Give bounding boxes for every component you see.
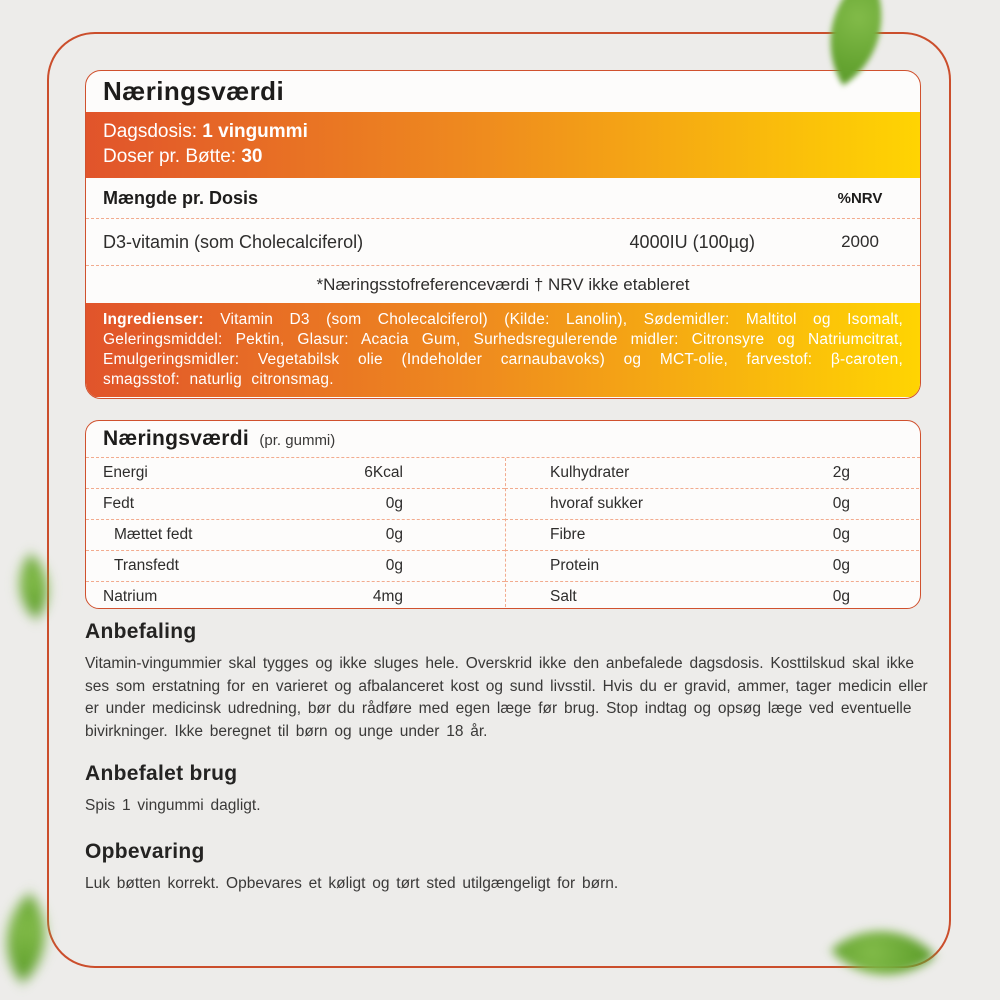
ingredients-block <box>86 303 920 397</box>
nutrition-value: 0g <box>385 526 403 543</box>
section-anbefaling <box>85 620 941 743</box>
ingredients-text: Vitamin D3 (som Cholecalciferol) (Kilde: Lanolin), Sødemidler: Maltitol og Isomalt, Geleringsmiddel: Pektin, Glasur: Acacia Gum, Surhedsregulerende midler: Citronsyre og Natriumcitrat, Emulgeringsmidler: Vegetabilsk olie (Indeholder carnaubavoks) og MCT-olie, farvestof: β-caroten, smagsstof: naturlig citronsmag. <box>103 311 903 388</box>
nutrition-label: Energi <box>103 464 148 481</box>
nutrition-label: Fibre <box>550 526 586 543</box>
nutrition-value: 0g <box>832 526 850 543</box>
nutrition-row <box>505 551 919 581</box>
nutrient-amount: 4000IU (100µg) <box>629 231 755 252</box>
nutrition-row <box>86 551 505 581</box>
section-body: Luk bøtten korrekt. Opbevares et køligt og tørt sted utilgængeligt for børn. <box>85 875 619 892</box>
nutrition-row <box>505 520 919 550</box>
nutrition-label: Fedt <box>103 495 135 512</box>
nutrition-label: hvoraf sukker <box>550 495 644 512</box>
nutrient-nrv-value: 2000 <box>841 232 879 251</box>
nutrition-table-right-column <box>505 458 919 609</box>
section-body: Vitamin-vingummier skal tygges og ikke sluges hele. Overskrid ikke den anbefalede dagsdosis. Kosttilskud skal ikke ses som erstatning for en varieret og afbalanceret kost og sund livsstil. Hvis du er gravid, ammer, tager medicin eller er under medicinsk udredning, bør du rådføre med egen læge før brug. Stop indtag og opsøg læge ved eventuelle bivirkninger. Ikke beregnet til børn og unge under 18 år. <box>85 655 928 740</box>
nutrition-row <box>505 582 919 609</box>
amounts-header-row <box>86 178 920 218</box>
nutrition-row <box>86 458 505 488</box>
section-body: Spis 1 vingummi dagligt. <box>85 797 261 814</box>
nutrition-label: Kulhydrater <box>550 464 630 481</box>
nutrition-value: 0g <box>832 588 850 605</box>
section-heading: Opbevaring <box>85 840 205 863</box>
dose-line-1-label: Dagsdosis: <box>103 121 197 142</box>
facts-panel-title: Næringsværdi <box>103 427 249 450</box>
nutrition-facts-panel <box>85 420 921 609</box>
dose-line-1-value: 1 vingummi <box>202 121 308 142</box>
nrv-header: %NRV <box>837 189 883 207</box>
section-anbefalet-brug <box>85 762 941 818</box>
nutrition-label: Salt <box>550 588 577 605</box>
dose-line-1 <box>103 119 903 144</box>
nutrition-label: Natrium <box>103 588 158 605</box>
nutrition-row <box>505 489 919 519</box>
facts-panel-subtitle: (pr. gummi) <box>259 432 336 449</box>
vertical-dashed-divider <box>505 458 506 609</box>
nutrition-value: 0g <box>832 495 850 512</box>
nutrition-value: 6Kcal <box>364 464 403 481</box>
ingredients-label: Ingredienser: <box>103 311 204 328</box>
nutrition-label: Mættet fedt <box>114 526 193 543</box>
nutrition-value: 0g <box>832 557 850 574</box>
nutrition-label: Transfedt <box>114 557 179 574</box>
dose-line-2-value: 30 <box>241 146 263 167</box>
facts-panel-header <box>86 421 920 457</box>
section-heading: Anbefaling <box>85 620 197 643</box>
nutrient-name: D3-vitamin (som Cholecalciferol) <box>103 231 364 252</box>
nutrition-row <box>86 520 505 550</box>
nutrition-row <box>505 458 919 488</box>
nutrient-row <box>86 219 920 265</box>
nutrition-table-left-column <box>86 458 505 609</box>
nutrition-label: Protein <box>550 557 600 574</box>
section-heading: Anbefalet brug <box>85 762 238 785</box>
daily-dose-bar <box>86 112 920 178</box>
nutrition-value: 0g <box>385 557 403 574</box>
amount-per-dose-header: Mængde pr. Dosis <box>103 187 259 208</box>
dose-line-2-label: Doser pr. Bøtte: <box>103 146 237 167</box>
section-opbevaring <box>85 840 941 896</box>
nrv-footnote: *Næringsstofreferenceværdi † NRV ikke etableret <box>316 274 690 294</box>
nutrition-row <box>86 582 505 609</box>
nutrition-value: 4mg <box>372 588 403 605</box>
nutrition-row <box>86 489 505 519</box>
nutrition-panel-primary <box>85 70 921 399</box>
nutrition-table <box>86 458 920 609</box>
dose-line-2 <box>103 144 903 169</box>
nutrition-value: 2g <box>832 464 850 481</box>
nutrition-value: 0g <box>385 495 403 512</box>
panel-title: Næringsværdi <box>103 76 285 106</box>
